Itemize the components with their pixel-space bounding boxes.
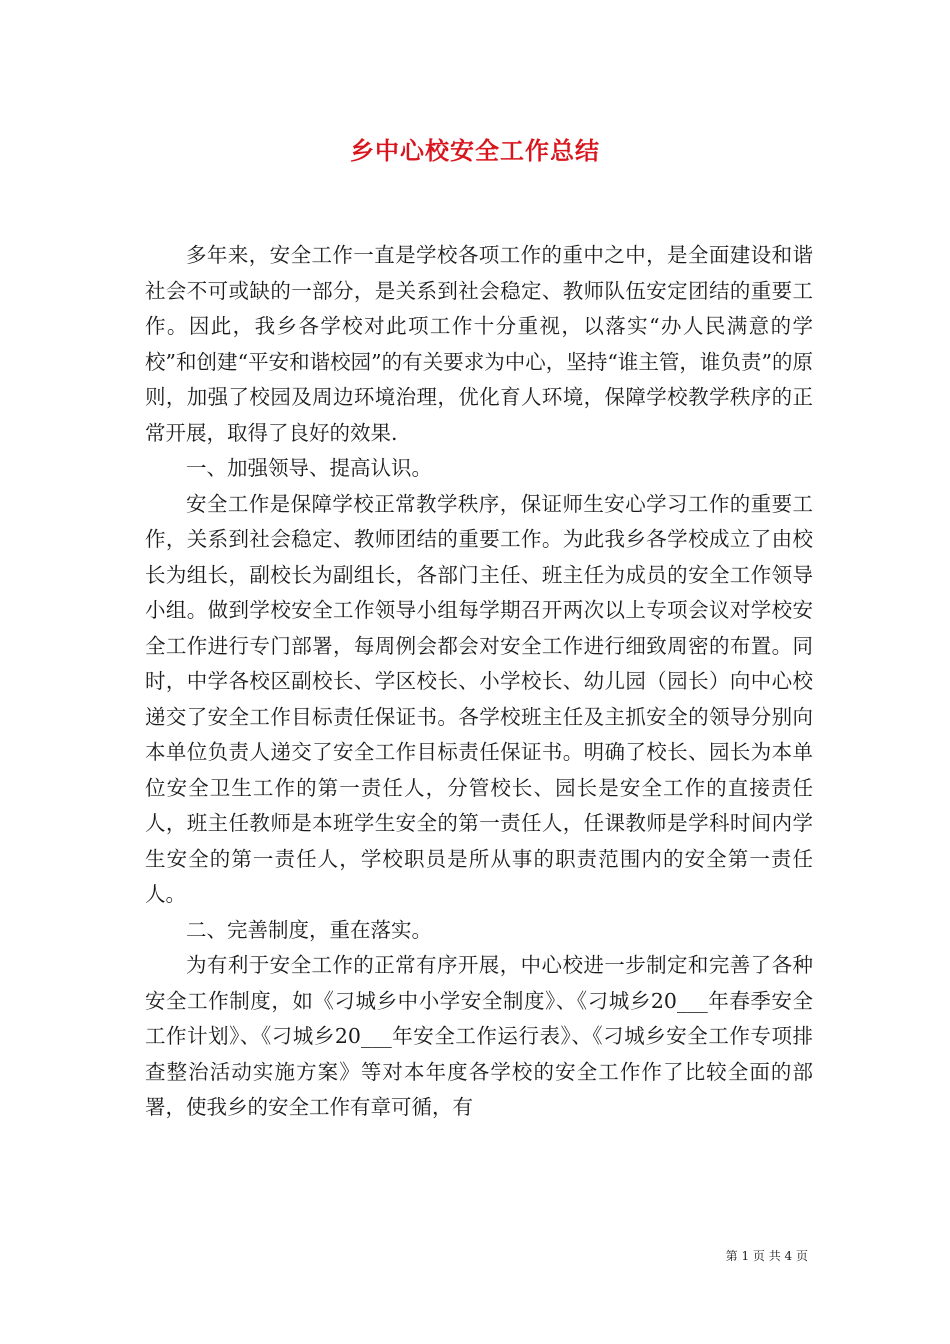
paragraph-section-2: 为有利于安全工作的正常有序开展，中心校进一步制定和完善了各种安全工作制度，如《刁城乡中小学安全制度》、《刁城乡20___年春季安全工作计划》、《刁城乡20___年安全工作运行表》、《刁城乡安全工作专项排查整治活动实施方案》等对本年度各学校的安全工作作了比较全面的部署，使我乡的安全工作有章可循，有: [145, 953, 813, 1119]
document-body: [145, 238, 813, 1126]
document-title: 乡中心校安全工作总结: [350, 136, 600, 165]
paragraph-section-1: 安全工作是保障学校正常教学秩序，保证师生安心学习工作的重要工作，关系到社会稳定、教师团结的重要工作。为此我乡各学校成立了由校长为组长，副校长为副组长，各部门主任、班主任为成员的安全工作领导小组。做到学校安全工作领导小组每学期召开两次以上专项会议对学校安全工作进行专门部署，每周例会都会对安全工作进行细致周密的布置。同时，中学各校区副校长、学区校长、小学校长、幼儿园（园长）向中心校递交了安全工作目标责任保证书。各学校班主任及主抓安全的领导分别向本单位负责人递交了安全工作目标责任保证书。明确了校长、园长为本单位安全卫生工作的第一责任人，分管校长、园长是安全工作的直接责任人，班主任教师是本班学生安全的第一责任人，任课教师是学科时间内学生安全的第一责任人，学校职员是所从事的职责范围内的安全第一责任人。: [145, 491, 813, 906]
page-number-footer: 第 1 页 共 4 页: [725, 1249, 808, 1263]
paragraph-intro: 多年来，安全工作一直是学校各项工作的重中之中，是全面建设和谐社会不可或缺的一部分，是关系到社会稳定、教师队伍安定团结的重要工作。因此，我乡各学校对此项工作十分重视，以落实“办人民满意的学校”和创建“平安和谐校园”的有关要求为中心，坚持“谁主管，谁负责”的原则，加强了校园及周边环境治理，优化育人环境，保障学校教学秩序的正常开展，取得了良好的效果.: [145, 243, 813, 445]
section-heading-2: 二、完善制度，重在落实。: [186, 917, 432, 942]
section-heading-1: 一、加强领导、提高认识。: [186, 456, 432, 480]
